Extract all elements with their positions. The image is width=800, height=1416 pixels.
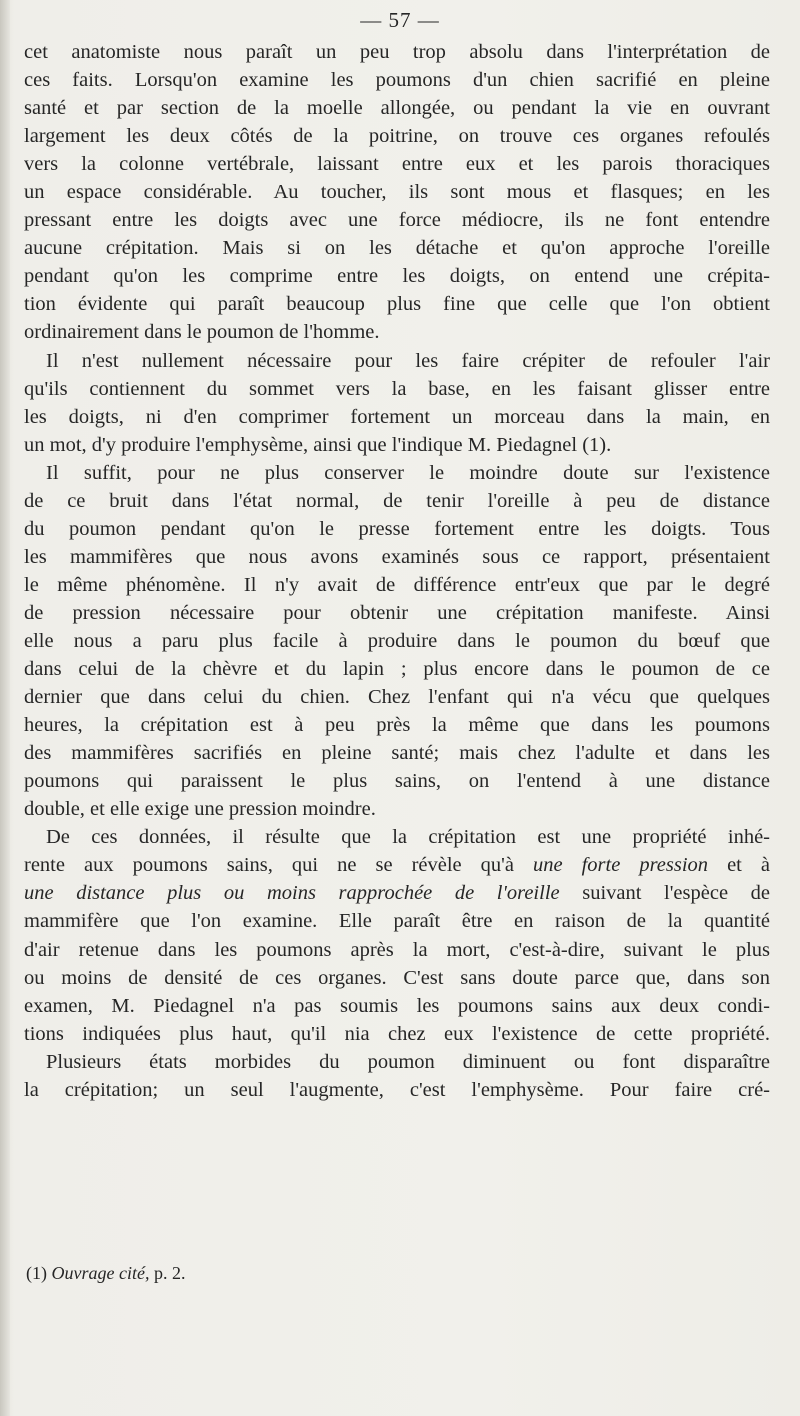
footnote — [26, 1263, 185, 1284]
body-text — [24, 38, 770, 1104]
text-line: tions indiquées plus haut, qu'il nia chez eux l'existence de cette propriété. — [24, 1022, 770, 1045]
footnote-text: p. 2. — [153, 1263, 186, 1283]
page-gutter-shadow — [0, 0, 10, 1416]
text-line: d'air retenue dans les poumons après la mort, c'est-à-dire, suivant le plus — [24, 938, 770, 961]
text-line: qu'ils contiennent du sommet vers la base, en les faisant glisser entre — [24, 377, 770, 400]
text-line: vers la colonne vertébrale, laissant entre eux et les parois thoraciques — [24, 153, 770, 176]
text-line: du poumon pendant qu'on le presse fortement entre les doigts. Tous — [24, 517, 770, 540]
italic-phrase: une distance plus ou moins rapprochée de l'oreille — [24, 882, 560, 905]
text-line: ordinairement dans le poumon de l'homme. — [24, 321, 380, 344]
text-line: pendant qu'on les comprime entre les doigts, on entend une crépita- — [24, 265, 770, 288]
text-line: Plusieurs états morbides du poumon diminuent ou font disparaître — [46, 1050, 770, 1073]
text-line: ou moins de densité de ces organes. C'est sans doute parce que, dans son — [24, 966, 770, 989]
text-line: la crépitation; un seul l'augmente, c'est l'emphysème. Pour faire cré- — [24, 1078, 770, 1101]
text-line: examen, M. Piedagnel n'a pas soumis les poumons sains aux deux condi- — [24, 994, 770, 1017]
text-line-with-italic — [24, 879, 770, 907]
text-line: Il suffit, pour ne plus conserver le moindre doute sur l'existence — [46, 461, 770, 484]
text-line: largement les deux côtés de la poitrine, on trouve ces organes refoulés — [24, 125, 770, 148]
text-line: mammifère que l'on examine. Elle paraît être en raison de la quantité — [24, 910, 770, 933]
text-line: les doigts, ni d'en comprimer fortement un morceau dans la main, en — [24, 405, 770, 428]
text-line: des mammifères sacrifiés en pleine santé; mais chez l'adulte et dans les — [24, 742, 770, 765]
text-segment: et à — [727, 854, 770, 877]
text-line: pressant entre les doigts avec une force médiocre, ils ne font entendre — [24, 209, 770, 232]
text-line: De ces données, il résulte que la crépitation est une propriété inhé- — [46, 826, 770, 849]
italic-phrase: une forte pression — [532, 854, 709, 877]
text-segment: suivant l'espèce de — [582, 882, 770, 905]
footnote-marker: (1) — [26, 1263, 47, 1283]
text-line: poumons qui paraissent le plus sains, on l'entend à une distance — [24, 770, 770, 793]
text-line: un mot, d'y produire l'emphysème, ainsi que l'indique M. Piedagnel (1). — [24, 433, 612, 456]
text-line: le même phénomène. Il n'y avait de différence entr'eux que par le degré — [24, 573, 770, 596]
text-segment: rente aux poumons sains, qui ne se révèle qu'à — [24, 854, 514, 877]
text-line: ces faits. Lorsqu'on examine les poumons d'un chien sacrifié en pleine — [24, 69, 770, 92]
text-line: aucune crépitation. Mais si on les détache et qu'on approche l'oreille — [24, 237, 770, 260]
text-line: dans celui de la chèvre et du lapin ; plus encore dans le poumon de ce — [24, 658, 770, 681]
text-line: tion évidente qui paraît beaucoup plus fine que celle que l'on obtient — [24, 293, 770, 316]
text-line: les mammifères que nous avons examinés sous ce rapport, présentaient — [24, 545, 770, 568]
text-line: cet anatomiste nous paraît un peu trop absolu dans l'interprétation de — [24, 41, 770, 63]
text-line: dernier que dans celui du chien. Chez l'enfant qui n'a vécu que quelques — [24, 686, 770, 709]
text-line: heures, la crépitation est à peu près la même que dans les poumons — [24, 714, 770, 737]
text-line: double, et elle exige une pression moindre. — [24, 798, 376, 821]
text-line: un espace considérable. Au toucher, ils sont mous et flasques; en les — [24, 181, 770, 204]
footnote-italic: Ouvrage cité, — [51, 1263, 150, 1283]
text-line: Il n'est nullement nécessaire pour les faire crépiter de refouler l'air — [46, 349, 770, 372]
text-line: de pression nécessaire pour obtenir une crépitation manifeste. Ainsi — [24, 601, 770, 624]
page-number: — 57 — — [360, 8, 440, 32]
text-line-with-italic — [24, 851, 770, 879]
text-line: de ce bruit dans l'état normal, de tenir l'oreille à peu de distance — [24, 489, 770, 512]
text-line: elle nous a paru plus facile à produire dans le poumon du bœuf que — [24, 629, 770, 652]
text-line: santé et par section de la moelle allongée, ou pendant la vie en ouvrant — [24, 97, 770, 120]
